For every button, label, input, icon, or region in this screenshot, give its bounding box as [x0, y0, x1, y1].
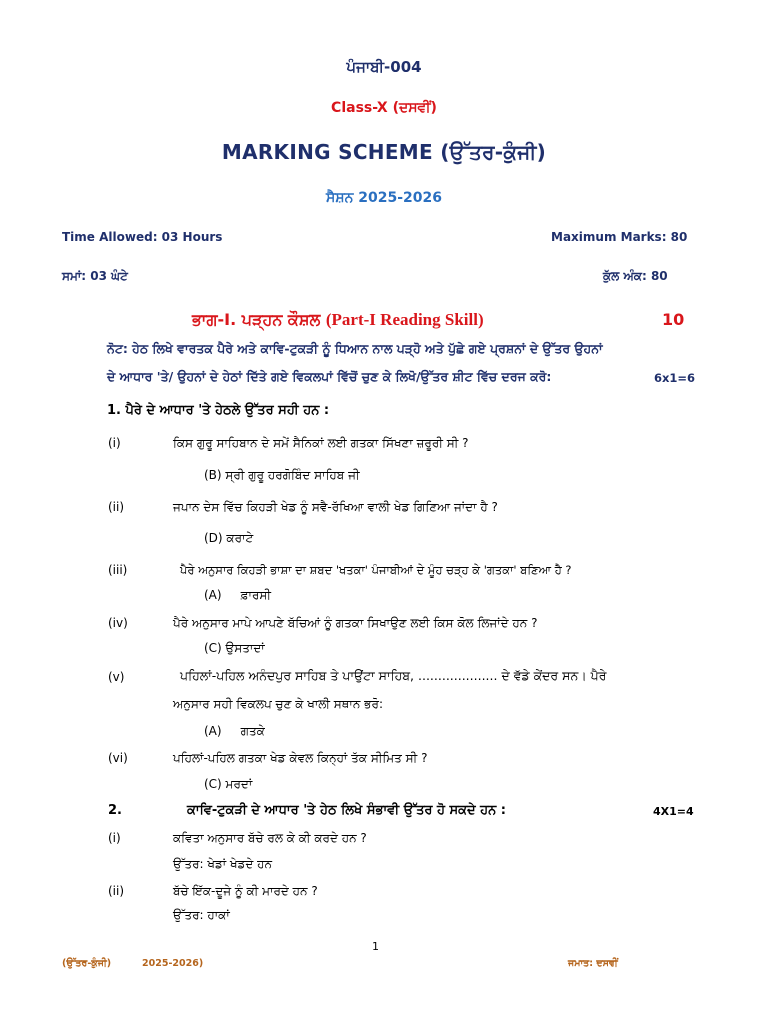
footer-right: ਜਮਾਤ: ਦਸਵੀਂ — [568, 958, 618, 969]
q1-item-answer: (A) ਫ਼ਾਰਸੀ — [204, 588, 271, 602]
q1-item-answer: (C) ਉਸਤਾਦਾਂ — [204, 641, 265, 655]
q1-item-number: (iv) — [108, 616, 128, 630]
part-marks: 10 — [662, 310, 685, 329]
q1-item-number: (ii) — [108, 500, 125, 514]
time-allowed-en: Time Allowed: 03 Hours — [62, 230, 223, 244]
page-number: 1 — [372, 940, 379, 953]
q1-item-answer: (C) ਮਰਦਾਂ — [204, 777, 253, 791]
q2-item-number: (i) — [108, 831, 121, 845]
q2-item-question: ਕਵਿਤਾ ਅਨੁਸਾਰ ਬੱਚੇ ਰਲ ਕੇ ਕੀ ਕਰਦੇ ਹਨ ? — [173, 831, 367, 845]
max-marks-pa: ਕੁੱਲ ਅੰਕ: 80 — [603, 269, 668, 283]
q1-item-question: ਪੈਰੇ ਅਨੁਸਾਰ ਮਾਪੇ ਆਪਣੇ ਬੱਚਿਆਂ ਨੂੰ ਗਤਕਾ ਸਿਖਾਉਣ ਲਈ ਕਿਸ ਕੋਲ ਲਿਜਾਂਦੇ ਹਨ ? — [173, 616, 538, 630]
q2-number: 2. — [108, 803, 122, 818]
q2-item-question: ਬੱਚੇ ਇੱਕ-ਦੂਜੇ ਨੂੰ ਕੀ ਮਾਰਦੇ ਹਨ ? — [173, 884, 318, 898]
part-title-en: (Part-I Reading Skill) — [325, 310, 484, 329]
time-allowed-pa: ਸਮਾਂ: 03 ਘੰਟੇ — [62, 269, 128, 283]
q1-item-answer: (D) ਕਰਾਟੇ — [204, 531, 254, 545]
q1-item-number: (i) — [108, 436, 121, 450]
class-label: Class-X (ਦਸਵੀਂ) — [331, 100, 437, 116]
q1-item-answer: (B) ਸ੍ਰੀ ਗੁਰੂ ਹਰਗੋਬਿੰਦ ਸਾਹਿਬ ਜੀ — [204, 468, 360, 482]
q1-item-number: (vi) — [108, 751, 128, 765]
part-title-pa: ਭਾਗ-I. ਪੜ੍ਹਨ ਕੌਸ਼ਲ — [192, 310, 321, 329]
note-line-2: ਦੇ ਆਧਾਰ 'ਤੇ/ ਉਹਨਾਂ ਦੇ ਹੇਠਾਂ ਦਿੱਤੇ ਗਏ ਵਿਕਲਪਾਂ ਵਿੱਚੋਂ ਚੁਣ ਕੇ ਲਿਖੋ/ਉੱਤਰ ਸ਼ੀਟ ਵਿੱਚ ਦਰਜ ਕਰੋ: — [107, 369, 552, 384]
q1-item-number: (v) — [108, 670, 125, 684]
max-marks-en: Maximum Marks: 80 — [551, 230, 688, 244]
part-heading — [192, 310, 484, 330]
q1-item-question: ਕਿਸ ਗੁਰੂ ਸਾਹਿਬਾਨ ਦੇ ਸਮੇਂ ਸੈਨਿਕਾਂ ਲਈ ਗਤਕਾ ਸਿੱਖਣਾ ਜ਼ਰੂਰੀ ਸੀ ? — [173, 436, 469, 450]
note-marks: 6x1=6 — [654, 371, 696, 385]
q1-item-question: ਪੈਰੇ ਅਨੁਸਾਰ ਕਿਹੜੀ ਭਾਸ਼ਾ ਦਾ ਸ਼ਬਦ 'ਖਤਕਾ' ਪੰਜਾਬੀਆਂ ਦੇ ਮੂੰਹ ਚੜ੍ਹ ਕੇ 'ਗਤਕਾ' ਬਣਿਆ ਹੈ ? — [180, 563, 572, 577]
footer-middle: 2025-2026) — [142, 958, 204, 969]
note-line-1: ਨੋਟ: ਹੇਠ ਲਿਖੇ ਵਾਰਤਕ ਪੈਰੇ ਅਤੇ ਕਾਵਿ-ਟੁਕੜੀ ਨੂੰ ਧਿਆਨ ਨਾਲ ਪੜ੍ਹੋ ਅਤੇ ਪੁੱਛੇ ਗਏ ਪ੍ਰਸ਼ਨਾਂ ਦੇ ਉੱਤਰ ਉਹਨਾਂ — [107, 341, 603, 356]
q2-marks: 4X1=4 — [653, 805, 694, 818]
q1-item-answer: (A) ਗਤਕੇ — [204, 724, 265, 738]
q1-item-question: ਜਪਾਨ ਦੇਸ ਵਿੱਚ ਕਿਹੜੀ ਖੇਡ ਨੂੰ ਸਵੈ-ਰੱਖਿਆ ਵਾਲੀ ਖੇਡ ਗਿਣਿਆ ਜਾਂਦਾ ਹੈ ? — [173, 500, 498, 514]
q1-item-question: ਪਹਿਲਾਂ-ਪਹਿਲ ਗਤਕਾ ਖੇਡ ਕੇਵਲ ਕਿਨ੍ਹਾਂ ਤੱਕ ਸੀਮਿਤ ਸੀ ? — [173, 751, 428, 765]
q2-item-answer: ਉੱਤਰ: ਖੇਡਾਂ ਖੇਡਦੇ ਹਨ — [173, 857, 273, 871]
page-title: MARKING SCHEME (ਉੱਤਰ-ਕੁੰਜੀ) — [221, 140, 547, 164]
q2-item-number: (ii) — [108, 884, 125, 898]
q2-heading: ਕਾਵਿ-ਟੁਕੜੀ ਦੇ ਆਧਾਰ 'ਤੇ ਹੇਠ ਲਿਖੇ ਸੰਭਾਵੀ ਉੱਤਰ ਹੋ ਸਕਦੇ ਹਨ : — [187, 803, 506, 818]
footer-left: (ਉੱਤਰ-ਕੁੰਜੀ) — [62, 958, 112, 969]
q1-item-question: ਪਹਿਲਾਂ-ਪਹਿਲ ਅਨੰਦਪੁਰ ਸਾਹਿਬ ਤੇ ਪਾਉਂਟਾ ਸਾਹਿਬ, .................... ਦੇ ਵੱਡੇ ਕੇਂਦਰ ਸਨ। ਪੈਰੇ — [180, 668, 607, 683]
session-label: ਸੈਸ਼ਨ 2025-2026 — [325, 190, 442, 206]
subject-code: ਪੰਜਾਬੀ-004 — [346, 58, 422, 76]
q2-item-answer: ਉੱਤਰ: ਹਾਕਾਂ — [173, 908, 230, 922]
q1-item-number: (iii) — [108, 563, 128, 577]
q1-item-question-cont: ਅਨੁਸਾਰ ਸਹੀ ਵਿਕਲਪ ਚੁਣ ਕੇ ਖਾਲੀ ਸਥਾਨ ਭਰੋ: — [173, 697, 383, 711]
q1-heading: 1. ਪੈਰੇ ਦੇ ਆਧਾਰ 'ਤੇ ਹੇਠਲੇ ਉੱਤਰ ਸਹੀ ਹਨ : — [107, 403, 330, 418]
